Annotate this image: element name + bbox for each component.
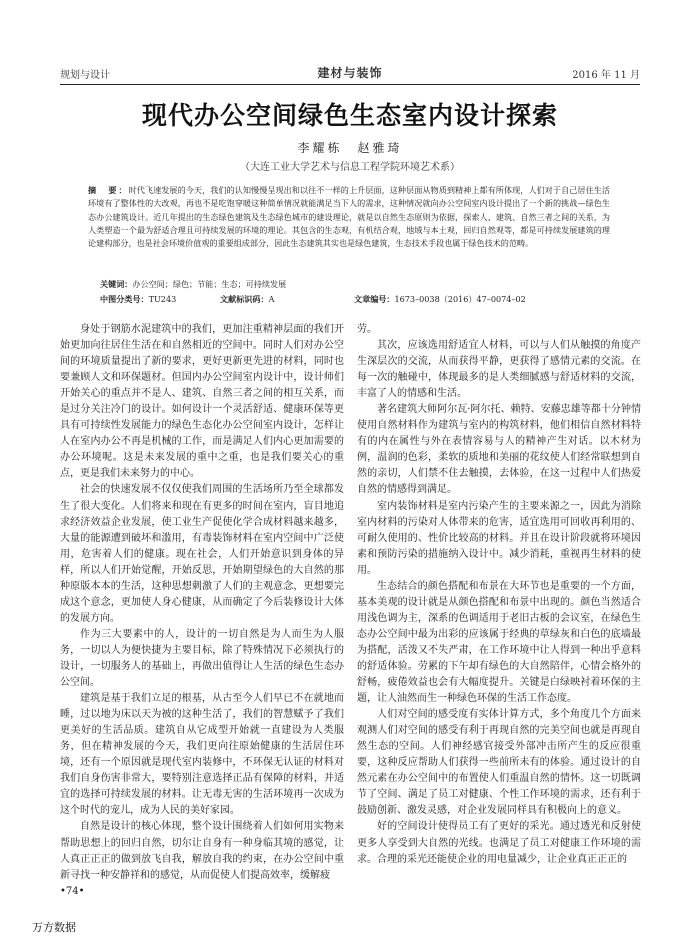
doc-label: 文献标识码： [220, 294, 269, 304]
footer-watermark: 万方数据 [32, 921, 76, 934]
keywords-label: 关键词： [100, 279, 133, 289]
issue-date: 2016 年 11 月 [572, 70, 640, 81]
paragraph: 作为三大要素中的人，设计的一切自然是为人而生为人服务，一切以人为便快捷为主要目标，除了特殊情况下必须执行的设计，一切服务人的基础上，再做出值得让人生活的绿色生态办公空间。 [60, 628, 344, 689]
paragraph: 劳。 [357, 324, 377, 335]
affiliation: （大连工业大学艺术与信息工程学院环境艺术系） [240, 162, 460, 173]
running-header [60, 64, 640, 82]
journal-name: 建材与装饰 [317, 66, 383, 80]
keywords-text: 办公空间；绿色；节能；生态；可持续发展 [132, 279, 287, 289]
doc-code [220, 294, 274, 305]
paragraph: 著名建筑大师阿尔瓦·阿尔托、赖特、安藤忠雄等都十分钟情使用自然材料作为建筑与室内的构筑材料，他们相信自然材料特有的内在属性与外在表情容易与人的精神产生对话。以木材为例，温润的色彩，柔软的质地和美丽的花纹使人们经常联想到自然的亲切，人们禁不住去触摸，去体验，在这一过程中人们热爱自然的情感得到满足。 [357, 404, 641, 496]
abstract [88, 184, 610, 250]
article-value: 1673–0038（2016）47–0074–02 [394, 294, 526, 304]
paragraph: 身处于钢筋水泥建筑中的我们，更加注重精神层面的我们开始更加向往居住生活在和自然相近的空间中。同时人们对办公空间的环境质量提出了新的要求，更好更新更先进的材料，同时也要兼顾人文和环保题材。但国内办公空间室内设计中，设计师们开始关心的重点并不是人、建筑、自然三者之间的相互关系，而是过分关注冷门的设计。如何设计一个灵活舒适、健康环保等更具有可持续性发展能力的绿色生态化办公空间室内设计，怎样让人在室内办公不再是机械的工作，而是满足人们内心更加需要的办公环境呢。这是未来发展的重中之重，也是我们要关心的重点，更是我们未来努力的中心。 [60, 324, 344, 480]
header-section: 规划与设计 [60, 70, 110, 81]
authors: 李耀栋 赵雅琦 [297, 141, 403, 155]
page-number: •74• [60, 886, 85, 897]
paragraph: 其次，应该选用舒适宜人材料，可以与人们从触摸的角度产生深层次的交流，从而获得平静，更获得了感情元素的交流。在每一次的触碰中，体现最多的是人类细腻感与舒适材料的交流，丰富了人的情感和生活。 [357, 340, 641, 400]
doc-value: A [268, 294, 275, 304]
header-rule [60, 84, 640, 85]
clc-label: 中图分类号： [100, 294, 149, 304]
article-title: 现代办公空间绿色生态室内设计探索 [141, 101, 558, 130]
body-column-left [60, 322, 344, 884]
paragraph: 社会的快速发展不仅仅使我们周围的生活场所乃至全球都发生了很大变化。人们将来和现在有更多的时间在室内，盲目地追求经济效益企业发展，使工业生产促使化学合成材料越来越多，大量的能源遭到破坏和滥用，有毒装饰材料在室内空间中广泛使用，危害着人们的健康。现在社会，人们开始意识到身体的异样，所以人们开始觉醒，开始反思，开始期望绿色的大自然的那种原版本本的生活，这种思想刺激了人们的主观意念，更想要完成这个意念，更加使人身心健康，从而确定了今后装修设计大体的发展方向。 [60, 484, 344, 624]
paragraph: 人们对空间的感受度有实体计算方式，多个角度几个方面来观测人们对空间的感受有利于再现自然的完美空间也就是再现自然生态的空间。人们神经感官接受外部冲击所产生的反应很重要，这种反应帮助人们获得一些前所未有的体验。通过设计的自然元素在办公空间中的布置使人们重温自然的情怀。这一切既调节了空间、满足了员工对健康、个性工作环境的需求，还有利于鼓励创新、激发灵感，对企业发展同样具有积极向上的意义。 [357, 709, 641, 817]
paragraph: 室内装饰材料是室内污染产生的主要来源之一，因此为消除室内材料的污染对人体带来的危害，适宜选用可回收再利用的、可耐久使用的、性价比较高的材料。并且在设计阶段就将环境因素和预防污染的措施纳入设计中。减少消耗，重视再生材料的使用。 [357, 500, 641, 576]
abstract-text: 时代飞速发展的今天，我们的认知慢慢呈现出和以往不一样的上升层面，这种层面从物质到精神上都有所体现，人们对于自己居住生活环境有了整体性的大改观，再也不是吃饱穿暖这种简单情况就能满足当下人的需求，这种情况就向办公空间室内设计提出了一个新的挑战—绿色生态办公建筑设计。近几年提出的生态绿色建筑及生态绿色城市的建设理论，就是以自然生态原则为依据，探索人、建筑、自然三者之间的关系，为人类塑造一个最为舒适合理且可持续发展的环境的理论。其包含的生态观，有机结合观，地域与本土观，回归自然观等，都是可持续发展建筑的理论建构部分，也是社会环境价值观的重要组成部分，因此生态建筑其实也是绿色建筑，生态技术手段也属于绿色技术的范畴。 [88, 185, 610, 249]
paragraph: 生态结合的颜色搭配和布景在大环节也是重要的一个方面，基本美观的设计就是从颜色搭配和布景中出现的。颜色当然适合用浅色调为主，深系的色调适用于老旧古板的会议室，在绿色生态办公空间中最为出彩的应该属于经典的草绿灰和白色的底墙最为搭配，活泼又不失严肃，在工作环境中让人得到一种出乎意料的舒适体验。劳累的下午却有绿色的大自然陪伴，心情会格外的舒畅，疲倦效益也会有大幅度提升。关键是白绿映衬着环保的主题，让人油然而生一种绿色环保的生活工作态度。 [357, 580, 641, 705]
abstract-label: 摘 要： [88, 185, 129, 195]
paragraph: 好的空间设计使得员工有了更好的采光。通过透光和反射使更多人享受到大自然的光线。也满足了员工对健康工作环境的需求。合理的采光还能使企业的用电量减少，让企业真正正正的 [357, 821, 641, 865]
article-label: 文章编号： [354, 294, 395, 304]
keywords [100, 279, 610, 290]
paragraph: 自然是设计的核心体现，整个设计围绕着人们如何用实物来帮助思想上的回归自然，切尔让自身有一种身临其境的感觉，让人真正正正的做到放飞自我，解放自我的约束，在办公空间中重新寻找一种安静祥和的感觉，从而促使人们提高效率，缓解疲 [60, 821, 344, 881]
body-column-right [357, 322, 641, 868]
clc-value: TU243 [148, 294, 177, 304]
article-meta [100, 294, 610, 306]
paragraph: 建筑是基于我们立足的根基，从古至今人们早已不在就地而睡，过以地为床以天为被的这种生活了，我们的智慧赋予了我们更美好的生活品质。建筑自从它成型开始就一直建设为人类服务，但在精神发展的今天，我们更向往原始健康的生活居住环境，还有一个原因就是现代室内装修中，不环保无认证的材料对我们自身伤害非常大，要特别注意选择正品有保障的材料，并适宜的选择可持续发展的材料。让无毒无害的生活环境再一次成为这个时代的宠儿，成为人民的美好家园。 [60, 693, 344, 817]
article-number [354, 294, 526, 305]
clc-number [100, 294, 176, 305]
